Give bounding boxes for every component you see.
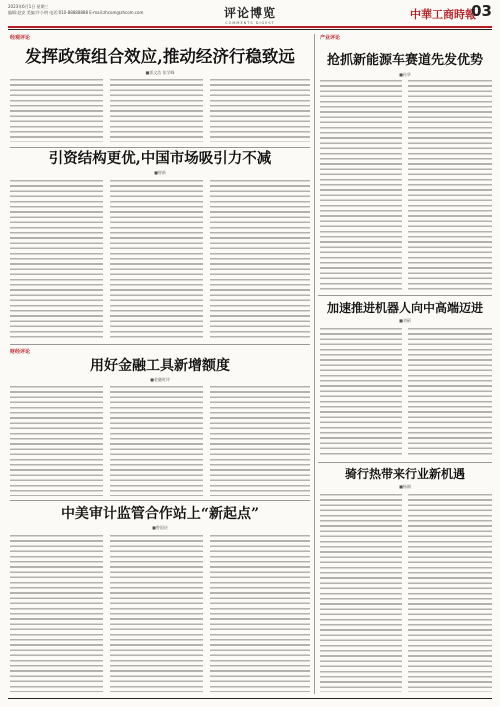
- article7-body-col2: [110, 535, 203, 692]
- footer-rule: [8, 698, 492, 699]
- divider: [10, 344, 310, 345]
- article2-body-col2: [110, 180, 203, 340]
- article3-body-col2: [408, 80, 492, 290]
- article7-body-col1: [10, 535, 103, 692]
- article6-body-col1: [320, 494, 402, 692]
- article5-byline: ■金融时评: [150, 377, 170, 382]
- article7-body-col3: [210, 535, 310, 692]
- page-number: 03: [471, 2, 492, 20]
- article4-body-col1: [320, 328, 402, 458]
- section-masthead: [212, 4, 288, 25]
- article3-body-col1: [320, 80, 402, 290]
- divider: [10, 147, 310, 148]
- article6-byline: ■杨刚: [399, 484, 411, 489]
- article6-body-col2: [408, 494, 492, 692]
- header-date: 2023年6月1日 星期三: [8, 4, 49, 9]
- article1-headline: 发挥政策组合效应,推动经济行稳致远: [25, 47, 295, 66]
- article4-body-col2: [408, 328, 492, 458]
- column-separator: [314, 34, 315, 694]
- divider: [10, 500, 310, 501]
- divider: [318, 462, 492, 463]
- article2-body-col1: [10, 180, 103, 340]
- article5-headline: 用好金融工具新增额度: [90, 358, 230, 374]
- header-rule: [8, 26, 492, 28]
- article5-body-col3: [210, 386, 310, 496]
- article5-body-col2: [110, 386, 203, 496]
- article1-section-tag: 经观评论: [10, 35, 31, 41]
- article1-body-col1: [10, 79, 103, 142]
- section-title-en: COMMENTS DIGEST: [225, 21, 275, 25]
- article1-body-col2: [110, 79, 203, 142]
- article5-body-col1: [10, 386, 103, 496]
- article3-headline: 抢抓新能源车赛道先发优势: [326, 53, 483, 68]
- article7-headline: 中美审计监管合作站上“新起点”: [60, 506, 260, 522]
- header-contact: 编辑:赵安 美编:许小明 电话:010-88888888 E-mail:zhcom@zhcom.com: [8, 10, 144, 15]
- article2-headline: 引资结构更优,中国市场吸引力不减: [48, 150, 272, 167]
- article6-headline: 骑行热带来行业新机遇: [344, 467, 465, 481]
- divider: [318, 295, 492, 296]
- article7-byline: ■曾国庆: [152, 525, 168, 530]
- article3-section-tag: 产业评论: [320, 35, 341, 41]
- header-rule-thin: [8, 29, 492, 30]
- article3-byline: ■孙华: [399, 72, 411, 77]
- article1-body-col3: [210, 79, 310, 142]
- article4-headline: 加速推进机器人向中高端迈进: [326, 301, 483, 315]
- article1-byline: ■郭文浩 张学峰: [145, 70, 175, 75]
- article2-body-col3: [210, 180, 310, 340]
- article2-byline: ■财新: [154, 170, 166, 175]
- newspaper-brand: 中華工商時報: [410, 8, 476, 21]
- article5-section-tag: 财经评论: [10, 349, 31, 355]
- section-title: 评论博览: [223, 6, 276, 20]
- article4-byline: ■刘硕: [399, 318, 411, 323]
